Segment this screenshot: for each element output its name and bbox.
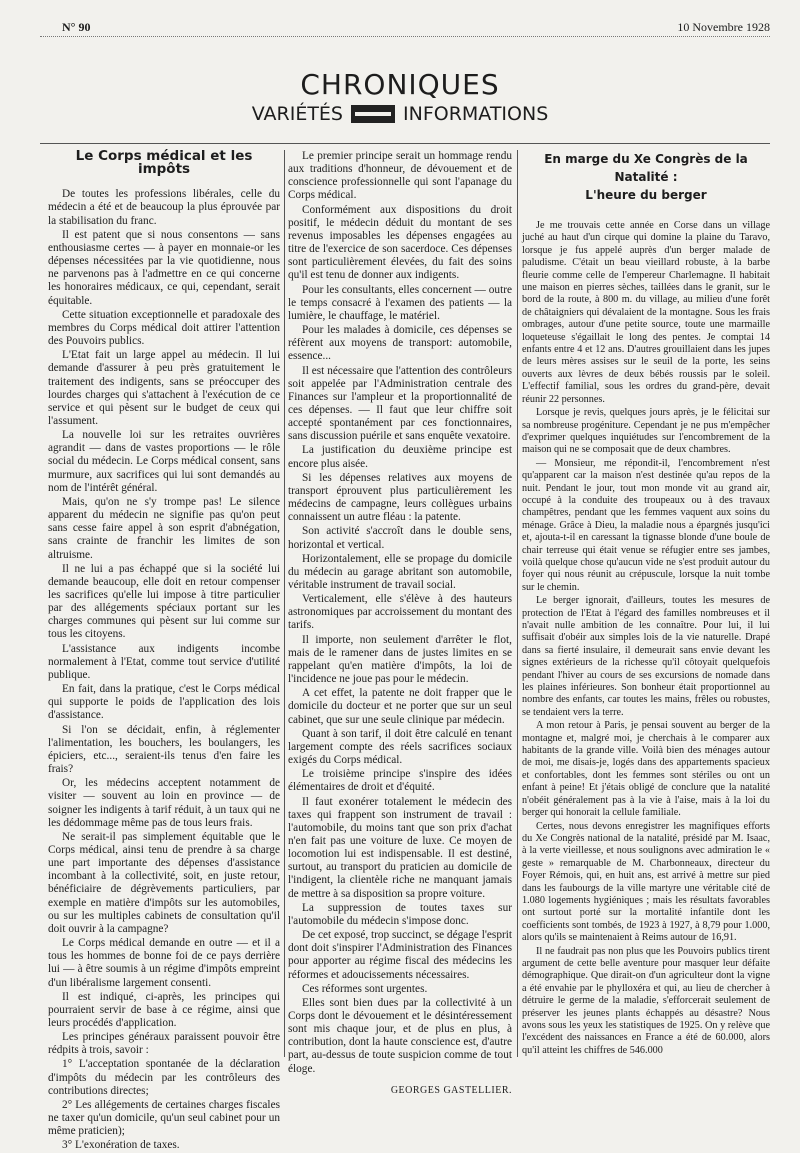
sidebar-article	[522, 150, 770, 1057]
article-column-2	[288, 150, 513, 1096]
paragraph: — Monsieur, me répondit-il, l'encombrement n'est qu'apparent car la maison n'est destinée qu'au repos de la nuit. Pendant le jour, tout mon monde vit au grand air, occupé à la conduite des troupeaux ou à des travaux champêtres, pendant que les femmes vaquent aux soins du ménage. Grâce à Dieu, la maladie nous a épargnés jusqu'ici et, ajouta-t-il en caressant la tignasse blonde d'une boule de chair terreuse qui était venue se réfugier entre ses jambes, voilà quelque chose qu'aucun vide ne s'est produit autour du foyer qui nous réunit au crépuscule, lorsque la nuit tombe sur le chemin.	[522, 457, 770, 593]
paragraph: Mais, qu'on ne s'y trompe pas! Le silence apparent du médecin ne signifie pas qu'on peut sans cesse faire appel à son esprit d'abnégation, sans crainte de franchir les limites de son altruisme.	[48, 495, 280, 561]
paragraph: Ces réformes sont urgentes.	[302, 982, 428, 995]
sidebar-title-line-2: L'heure du berger	[585, 188, 707, 202]
paragraph: A cet effet, la patente ne doit frapper que le domicile du docteur et ne porter que sur un seul cabinet, que sur une seule clinique par médecin.	[288, 687, 512, 726]
sidebar-title-line-1: En marge du Xe Congrès de la Natalité :	[544, 152, 748, 184]
paragraph: Verticalement, elle s'élève à des hauteurs astronomiques par accroissement du montant des tarifs.	[288, 593, 512, 632]
paragraph: La suppression de toutes taxes sur l'automobile du médecin s'impose donc.	[288, 901, 512, 927]
paragraph: Le berger ignorait, d'ailleurs, toutes les mesures de protection de l'Etat à l'égard des familles nombreuses et il n'avait nulle ambition de les connaître. Pour lui, il lui suffisait d'obéir aux simples lois de la vie naturelle. Drapé dans sa fierté insulaire, il demeurait sans envie devant les signes extérieurs de la richesse qu'il côtoyait quelquefois pendant l'hiver au cours de ses excursions de nomade dans les plaines inférieures. Son bonheur était proportionnel au nombre des enfants, car toutes les mains, frêles ou robustes, se tendaient vers la terre.	[522, 595, 770, 718]
paragraph: Les principes généraux paraissent pouvoir être rédpits à trois, savoir :	[48, 1031, 280, 1057]
column-divider-1	[284, 150, 285, 1057]
paragraph: Il importe, non seulement d'arrêter le flot, mais de le ramener dans de justes limites en se rappelant qu'en matière d'impôts, la loi de l'incidence ne joue pas pour le médecin.	[288, 633, 512, 686]
article-signature: GEORGES GASTELLIER.	[390, 1084, 512, 1096]
issue-number: N° 90	[62, 20, 91, 34]
paragraph: Cette situation exceptionnelle et paradoxale des membres du Corps médical doit attirer l'attention des Pouvoirs publics.	[48, 308, 280, 348]
sidebar-article-body	[522, 220, 770, 1057]
article-title: Le Corps médical et les impôts	[75, 148, 253, 178]
paragraph: Pour les consultants, elles concernent — outre le temps consacré à l'examen des patients — la lumière, le chauffage, le matériel.	[288, 283, 512, 322]
article-column-1	[48, 148, 280, 1152]
paragraph: 2° Les allégements de certaines charges fiscales ne taxer qu'un domicile, qu'un seul cabinet pour un même praticien);	[48, 1098, 280, 1138]
paragraph: Il est indiqué, ci-après, les principes qui pourraient servir de base à ce régime, ainsi que leurs procédés d'application.	[48, 990, 280, 1029]
paragraph: Ne serait-il pas simplement équitable que le Corps médical, ainsi tenu de prendre à sa charge une part importante des dépenses d'assistance incombant à la collectivité, soit, en juste retour, bénéficiaire de dégrèvements particuliers, par exemple en matière d'impôts sur les automobiles, ou sur les multiples cabinets de consultation qu'il doit ouvrir à la campagne?	[48, 830, 280, 935]
paragraph: Il ne lui a pas échappé que si la société lui demande beaucoup, elle doit en retour compenser les sacrifices qu'elle lui impose à titre particulier par des allégements spéciaux portant sur les charges communes qui pèsent sur lui comme sur tous les citoyens.	[48, 562, 280, 641]
paragraph: La nouvelle loi sur les retraites ouvrières agrandit — dans de vastes proportions — le rôle social du médecin. Le Corps médical consent, sans murmure, aux sacrifices qui lui sont demandés au nom de l'intérêt général.	[48, 429, 280, 494]
principles-list	[48, 1058, 280, 1152]
paragraph: Son activité s'accroît dans le double sens, horizontal et vertical.	[288, 525, 512, 551]
paragraph: Lorsque je revis, quelques jours après, je le félicitai sur sa nombreuse progéniture. Cependant je ne pus m'empêcher d'exprimer quelques inquiétudes sur l'encombrement de la maison qui ne se composait que de deux chambres.	[522, 407, 770, 456]
paragraph: Il est nécessaire que l'attention des contrôleurs soit appelée par l'Administration centrale des Finances sur l'ampleur et la proportionnalité de ces dépenses. — Il faut que leur chiffre soit accepté spontanément par ces fonctionnaires, sans discussion puérile et sans enquête vexatoire.	[288, 364, 512, 443]
paragraph: 3° L'exonération de taxes.	[62, 1139, 180, 1152]
paragraph: Il est patent que si nous consentons — sans enthousiasme certes — à payer en monnaie-or les dépenses nécessitées par la vie quotidienne, nous ne parvenons pas à l'admettre en ce qui concerne les honoraires médicaux, ce qui, cependant, serait équitable.	[48, 228, 280, 307]
paragraph: La justification du deuxième principe est encore plus aisée.	[288, 444, 512, 470]
article-body-2	[288, 150, 512, 1076]
ornament-icon	[351, 105, 395, 123]
paragraph: Conformément aux dispositions du droit positif, le médecin déduit du montant de ses revenus imposables les dépenses engagées au titre de l'exercice de son sacerdoce. Ces dépenses sont particulièrement élevées, du fait des soins qu'il est tenu de donner aux indigents.	[288, 203, 512, 282]
paragraph: Quant à son tarif, il doit être calculé en tenant largement compte des réels sacrifices sociaux exigés du Corps médical.	[288, 727, 512, 767]
paragraph: 1° L'acceptation spontanée de la déclaration d'impôts du médecin par les contrôleurs des contributions directes;	[48, 1058, 280, 1097]
paragraph: Il faut exonérer totalement le médecin des taxes qui frappent son instrument de travail : l'automobile, du moins tant que son prix d'achat n'en fait pas une voiture de luxe. Ce moyen de locomotion lui est indispensable. Il est destiné, surtout, au transport du praticien au domicile de l'indigent, la clientèle riche ne manquant jamais de mettre à sa disposition sa propre voiture.	[288, 795, 512, 900]
paragraph: Le Corps médical demande en outre — et il a tous les hommes de bonne foi de ce pays derrière lui — à être soumis à un régime d'impôts empreint d'un libéralisme largement consenti.	[48, 937, 280, 989]
paragraph: Il ne faudrait pas non plus que les Pouvoirs publics tirent argument de cette belle aventure pour masquer leur défaite démographique. Que dirait-on d'un agriculteur dont la vigne a été envahie par le phylloxéra et qui, au lieu de chercher à détruire le germe de la maladie, s'efforcerait seulement de préserver les jeunes plants échappés au désastre? Nous avons sous les yeux les statistiques de 1925. On y relève que l'excédent des naissances en France a été de 60.000, alors qu'il atteint les chiffres de 546.000	[522, 945, 770, 1056]
paragraph: L'Etat fait un large appel au médecin. Il lui demande d'assurer à peu près gratuitement le traitement des indigents, sans se préoccuper des lourdes charges qui s'attachent à l'exécution de ce service et qui pèsent sur le budget de ceux qui l'assument.	[48, 349, 280, 427]
column-divider-2	[517, 150, 518, 1057]
paragraph: Le premier principe serait un hommage rendu aux traditions d'honneur, de dévouement et de conscience professionnelle qui sont l'apanage du Corps médical.	[288, 150, 512, 202]
paragraph: De toutes les professions libérales, celle du médecin a été et de beaucoup la plus éprouvée par la stabilisation du franc.	[48, 188, 280, 227]
paragraph: Elles sont bien dues par la collectivité à un Corps dont le dévouement et le désintéressement sont mis chaque jour, et de plus en plus, à contribution, dont la haute conscience est, d'autre part, au-dessus de toute suspicion comme de tout éloge.	[288, 996, 512, 1075]
paragraph: Pour les malades à domicile, ces dépenses se réfèrent aux moyens de transport: automobile, essence...	[288, 324, 512, 363]
paragraph: L'assistance aux indigents incombe normalement à l'Etat, comme tout service d'utilité publique.	[48, 642, 280, 681]
sidebar-article-title	[522, 150, 770, 204]
paragraph: Horizontalement, elle se propage du domicile du médecin au garage abritant son automobile, véritable instrument de travail social.	[288, 552, 512, 591]
subtitle-left: VARIÉTÉS	[251, 103, 343, 125]
header-divider	[40, 36, 770, 37]
paragraph: Le troisième principe s'inspire des idées élémentaires de droit et d'équité.	[288, 768, 512, 794]
paragraph: En fait, dans la pratique, c'est le Corps médical qui supporte le poids de l'application des lois d'assistance.	[48, 683, 280, 722]
subtitle-right: INFORMATIONS	[403, 103, 549, 125]
article-body-1	[48, 188, 280, 1057]
page-subtitle	[0, 103, 800, 125]
masthead	[0, 68, 800, 125]
paragraph: A mon retour à Paris, je pensai souvent au berger de la montagne et, malgré moi, je cherchais à le comparer aux habitants de la grande ville. Voilà bien des ménages autour de moi, me disais-je, logés dans des appartements spacieux et confortables, dont les femmes sont stériles ou ont un enfant à peine! Et j'étais obligé de conclure que la natalité n'obéit généralement pas à la vie à l'aise, mais à la loi du berger qui honorait la cellule familiale.	[522, 720, 770, 819]
paragraph: Certes, nous devons enregistrer les magnifiques efforts du Xe Congrès national de la natalité, présidé par M. Isaac, à la verte vieillesse, et nous soulignons avec admiration le « geste » remarquable de M. Charbonneaux, directeur du Foyer Rémois, qui, en huit ans, est arrivé à mettre sur pied dans les faubourgs de la ville martyre une véritable cité de 1.080 logements hygiéniques ; mais les résultats favorables ont surtout porté sur la mortalité infantile dont les coefficients sont tombés, de 1923 à 1927, à 8,79 pour 1.000, alors qu'ils se maintenaient à Reims autour de 16,91.	[522, 820, 770, 944]
masthead-divider	[40, 143, 770, 144]
page-title: CHRONIQUES	[300, 68, 500, 101]
issue-date: 10 Novembre 1928	[677, 20, 770, 34]
paragraph: De cet exposé, trop succinct, se dégage l'esprit dont doit s'inspirer l'Administration des Finances pour apporter au régime fiscal des médecins les réformes et adoucissements nécessaires.	[288, 929, 513, 981]
paragraph: Si l'on se décidait, enfin, à réglementer l'alimentation, les bouchers, les boulangers, les épiciers, etc..., seraient-ils tenus d'en faire les frais?	[48, 723, 280, 776]
paragraph: Je me trouvais cette année en Corse dans un village juché au haut d'un cirque qui domine la plaine du Taravo, lorsque je fus appelé auprès d'un berger malade de paludisme. C'était un beau vieillard robuste, à la barbe fleurie comme celle de l'empereur Charlemagne. Il habitait une maison en pierres sèches, taillées dans le granit, sur le bord de la route, à 800 m. du village, au milieu d'une forêt de châtaigniers qui dévalaient de la montagne. Sous les frais ombrages, autour d'une petite source, toute une marmaille loqueteuse s'égaillait le long des pentes. Je comptai 14 enfants entre 4 et 12 ans. D'autres grouillaient dans les jupes de leurs mères assises sur le seuil de la porte, les seins ouverts aux lèvres de deux bébés roussis par le soleil. L'effectif familial, sous les ordres du grand-père, devait réunir 22 personnes.	[522, 220, 770, 405]
paragraph: Si les dépenses relatives aux moyens de transport éprouvent plus particulièrement les médecins de campagne, leurs collègues urbains connaissent un autre fléau : la patente.	[288, 471, 512, 524]
paragraph: Or, les médecins acceptent notamment de visiter — souvent au loin en province — de soigner les indigents à tarif réduit, à un taux qui ne les dédommage même pas de tous leurs frais.	[48, 777, 280, 829]
